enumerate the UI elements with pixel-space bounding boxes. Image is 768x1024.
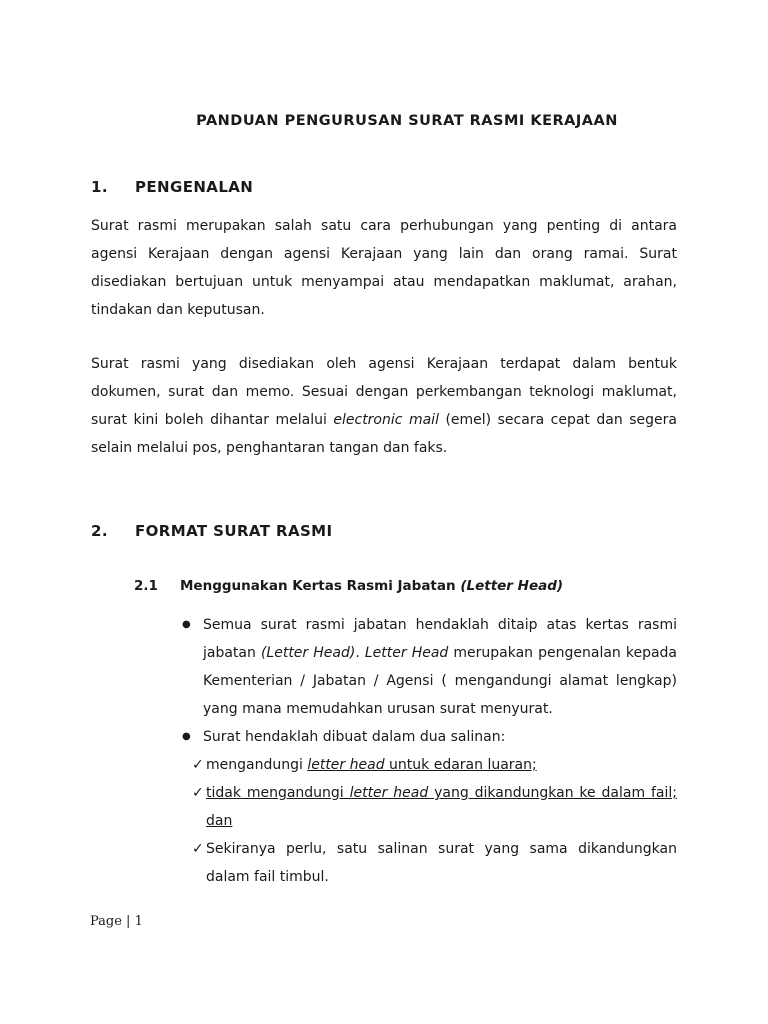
check-icon: ✓ [192, 841, 204, 857]
list-item [180, 779, 677, 835]
list-item [180, 611, 677, 723]
section-2-heading [91, 522, 332, 540]
check-2-italic: letter head [349, 785, 429, 801]
check-3-text: Sekiranya perlu, satu salinan surat yang sama dikandungkan dalam fail timbul. [206, 841, 677, 885]
bullet-list [180, 611, 677, 891]
section-1-heading [91, 178, 253, 196]
bullet-1-text-b: . [355, 645, 365, 661]
bullet-1-text-a: Semua surat rasmi jabatan hendaklah ditaip atas kertas rasmi jabatan [203, 617, 677, 661]
bullet-1-italic-a: (Letter Head) [260, 645, 356, 661]
section-2-title: FORMAT SURAT RASMI [135, 522, 333, 540]
list-item [180, 835, 677, 891]
check-2-underlined-a: tidak mengandungi [206, 785, 350, 801]
section-2-number: 2. [91, 522, 108, 540]
paragraph-2-italic: electronic mail [333, 412, 439, 428]
document-title: PANDUAN PENGURUSAN SURAT RASMI KERAJAAN [196, 113, 618, 129]
check-1-underlined: untuk edaran luaran; [384, 757, 537, 773]
bullet-1-text-c: merupakan pengenalan kepada Kementerian / Jabatan / Agensi ( mengandungi alamat lengkap) yang mana memudahkan urusan surat menyurat. [203, 645, 678, 717]
subsection-2-1-title: Menggunakan Kertas Rasmi Jabatan [180, 578, 461, 594]
paragraph-2-text-b: (emel) secara cepat dan segera selain melalui pos, penghantaran tangan dan faks. [91, 412, 678, 456]
section-1-paragraph-2 [91, 350, 677, 462]
check-list [180, 751, 677, 891]
paragraph-2-text-a: Surat rasmi yang disediakan oleh agensi Kerajaan terdapat dalam bentuk dokumen, surat dan memo. Sesuai dengan perkembangan teknologi maklumat, surat kini boleh dihantar melalui [91, 356, 677, 428]
check-2-underlined-b: yang dikandungkan ke dalam fail; dan [206, 785, 677, 829]
check-1-italic: letter head [307, 757, 385, 773]
list-item [180, 751, 677, 779]
check-1-text: mengandungi [206, 757, 308, 773]
section-1-title: PENGENALAN [135, 178, 254, 196]
subsection-2-1-number: 2.1 [134, 578, 158, 594]
subsection-2-1-title-italic: (Letter Head) [460, 578, 564, 594]
page-number: Page | 1 [90, 914, 143, 929]
section-1-paragraph-1: Surat rasmi merupakan salah satu cara perhubungan yang penting di antara agensi Kerajaan dengan agensi Kerajaan yang lain dan orang ramai. Surat disediakan bertujuan untuk menyampai atau mendapatkan maklumat, arahan, tindakan dan keputusan. [91, 218, 677, 318]
bullet-2-text: Surat hendaklah dibuat dalam dua salinan: [203, 729, 506, 745]
check-icon: ✓ [192, 757, 204, 773]
list-item [180, 723, 677, 891]
subsection-2-1-heading [134, 578, 563, 594]
section-1-number: 1. [91, 178, 108, 196]
bullet-icon: ● [182, 731, 191, 742]
bullet-1-italic-b: Letter Head [364, 645, 449, 661]
bullet-icon: ● [182, 619, 191, 630]
check-icon: ✓ [192, 785, 204, 801]
